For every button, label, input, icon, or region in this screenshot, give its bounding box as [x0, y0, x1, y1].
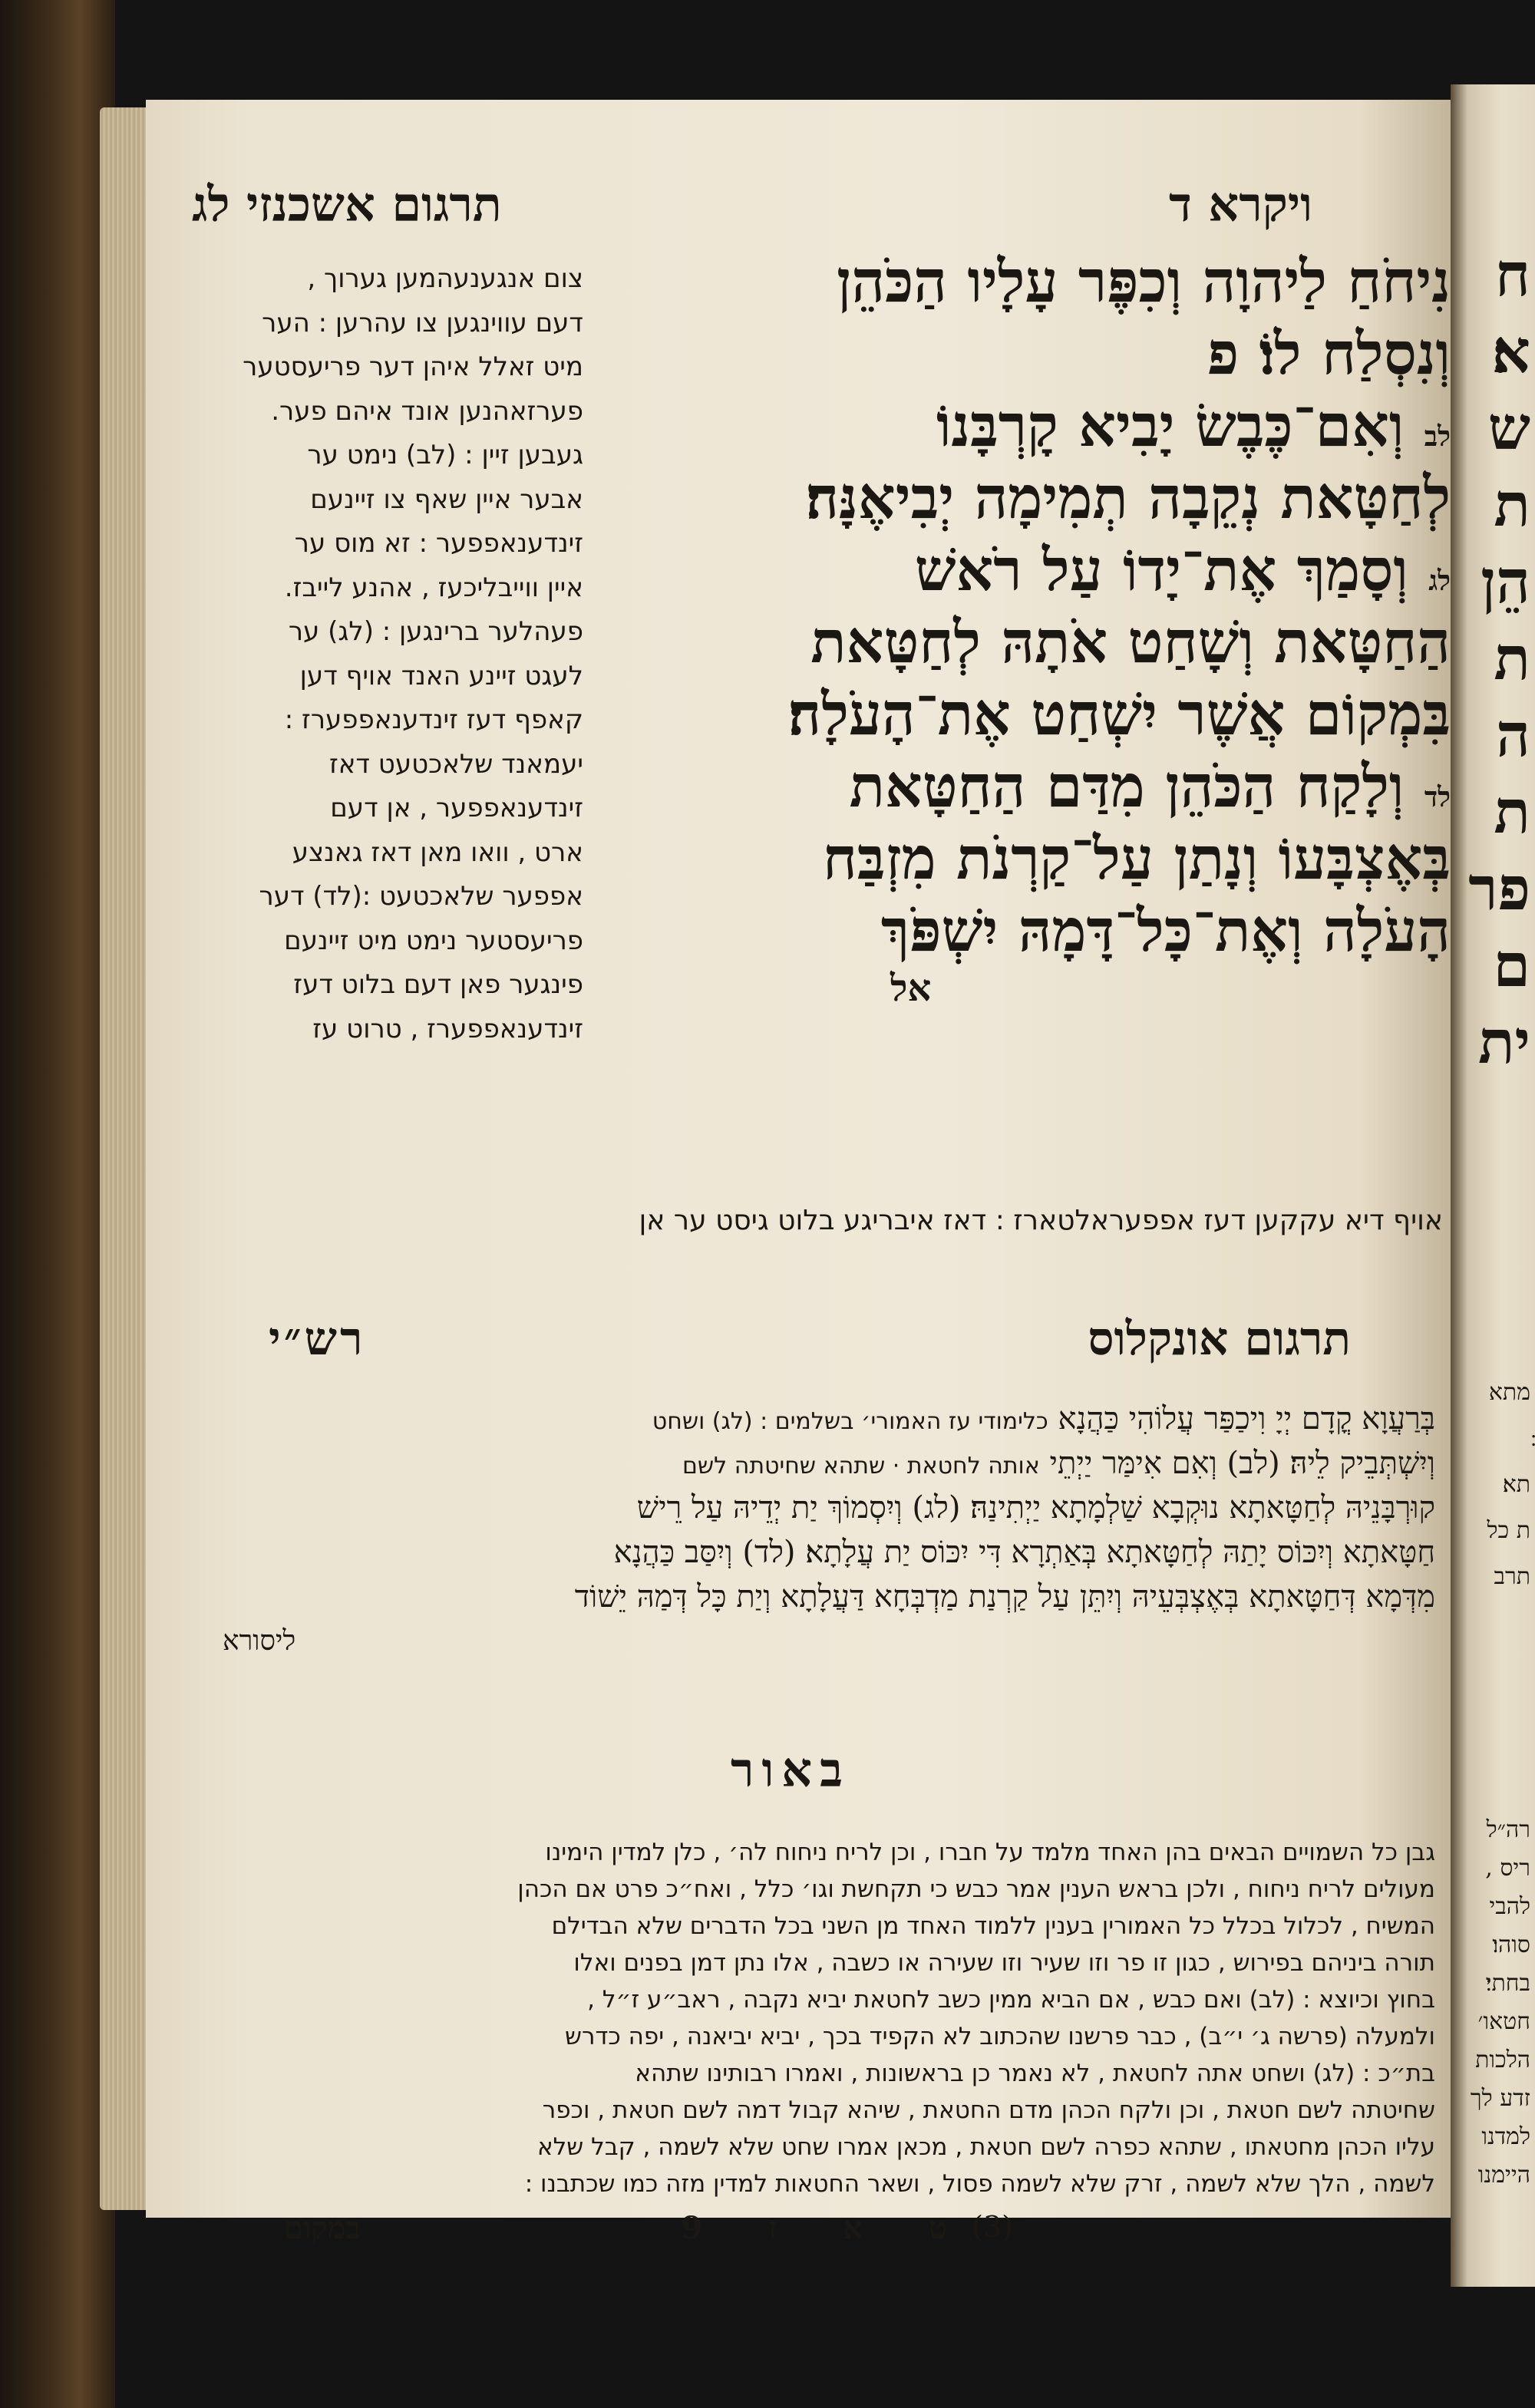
yiddish-line: אפפער שלאכטעט :(לד) דער [259, 881, 583, 912]
facing-fragment: ם [1493, 931, 1530, 1001]
main-line: בְּאֶצְבָּעוֹ וְנָתַן עַל־קַרְנֹת מִזְבַּח [822, 824, 1451, 892]
rashi-inline-text: אותה לחטאת · שתהא שחיטתה לשם [682, 1453, 1040, 1479]
yiddish-full-width-line: אויף דיא עקקען דעז אפפעראלטארז : דאז איבריגע בלוט גיסט ער אן [639, 1205, 1443, 1236]
yiddish-line: צום אנגענעהמען גערוך , [307, 263, 583, 294]
biur-line: בת״כ : (לג) ושחט אתה לחטאת , לא נאמר כן בראשונות , ואמרו רבותינו שתהא [635, 2060, 1435, 2087]
yiddish-line: פערזאהנען אונד איהם פער. [271, 395, 583, 427]
verse-number: לב [1424, 421, 1451, 453]
facing-fragment: ת [1494, 777, 1530, 847]
running-head-book: ויקרא ד [1169, 176, 1312, 233]
facing-small-fragment: להבי [1489, 1893, 1530, 1920]
footer-catchword: במקום [284, 2210, 361, 2246]
yiddish-line: איין ווייבליכעז , אהנע לייבז. [284, 572, 583, 603]
biur-line: עליו הכהן מחטאתו , שתהא כפרה לשם חטאת , מכאן אמרו שחט שלא לשמה , קבל שלא [536, 2133, 1435, 2161]
biur-line: גבן כל השמויים הבאים בהן האחד מלמד על חברו , וכן לריח ניחוח לה׳ , כלן למדין הימינו [545, 1839, 1435, 1866]
book-page [146, 100, 1466, 2246]
targum-last-word: ליסורא [223, 1625, 296, 1657]
yiddish-line: זינדענאפפער : זא מוס ער [294, 528, 583, 559]
yiddish-line: לעגט זיינע האנד אויף דען [299, 660, 583, 691]
biur-line: מעולים לריח ניחוח , ולכן בראש הענין אמר כבש כי תקחשת וגו׳ כלל , ואח״כ פרט אם הכהן [517, 1875, 1435, 1903]
yiddish-line: פריעסטער נימט מיט זיינעם [284, 925, 583, 956]
signature-mark: ט א ז 9 [681, 2210, 975, 2246]
yiddish-line: ארט , וואו מאן דאז גאנצע [292, 836, 583, 868]
facing-small-fragment: רה״ל [1486, 1816, 1530, 1843]
main-line: לְחַטָּאת נְקֵבָה תְמִימָה יְבִיאֶנָּה׃ [805, 463, 1451, 532]
yiddish-line: פינגער פאן דעם בלוט דעז [293, 969, 583, 1000]
main-line: לד וְלָקַח הַכֹּהֵן מִדַּם הַחַטָּאת [849, 752, 1451, 820]
hebrew-main-text [768, 246, 1451, 1010]
facing-fragment: ית [1477, 1008, 1530, 1077]
facing-small-fragment: חטאו׳ [1477, 2008, 1530, 2035]
signature-number: (3) [972, 2210, 1013, 2244]
facing-fragment: ש [1487, 394, 1530, 463]
facing-fragment: ת [1494, 470, 1530, 540]
yiddish-line: זינדענאפפערז , טרוט עז [312, 1013, 583, 1044]
biur-line: בחוץ וכיוצא : (לב) ואם כבש , אם הביא ממין כשב לחטאת יביא נקבה , ראב״ע ז״ל , [587, 1986, 1435, 2014]
yiddish-translation-column [169, 257, 583, 1051]
main-line: וְנִסְלַח לוֹ׃ פ [1207, 319, 1451, 388]
facing-small-fragment: בחתי׃ [1485, 1970, 1530, 1997]
biur-line: תורה ביניהם בפירוש , כגון זו פר וזו שעיר וזו שעירה או כשבה , אלו נתן דמן בפנים ואלו [573, 1949, 1435, 1977]
verse-number: לג [1428, 565, 1451, 597]
rashi-inline-text: כלימודי עז האמורי׳ בשלמים : (לג) ושחט [652, 1408, 1048, 1435]
yiddish-line: מיט זאלל איהן דער פריעסטער [243, 351, 583, 382]
facing-small-fragment: הלכות [1475, 2047, 1530, 2073]
main-line: נִיחֹחַ לַיהוָה וְכִפֶּר עָלָיו הַכֹּהֵן [837, 247, 1451, 315]
targum-line: וְיִשְׁתְּבֵיק לֵיהּ׃ (לב) וְאִם אִימַּר יַיְתֵי אותה לחטאת · שתהא שחיטתה לשם [682, 1446, 1435, 1481]
facing-page-edge [1451, 84, 1535, 2287]
biur-line: לשמה , הלך שלא לשמה , זרק שלא לשמה פסול , ושאר החטאות למדין מזה כמו שכתבנו : [524, 2170, 1435, 2198]
facing-small-fragment: תא׃ [1502, 1471, 1530, 1498]
onkelos-heading: תרגום אונקלוס [1088, 1312, 1351, 1366]
main-line: לג וְסָמַךְ אֶת־יָדוֹ עַל רֹאשׁ [914, 536, 1451, 604]
yiddish-line: זינדענאפפער , אן דעם [330, 793, 583, 823]
yiddish-line: דעם עווינגען צו עהרען : הער [262, 307, 583, 338]
biur-heading: באור [730, 1742, 850, 1798]
facing-fragment: א׃ [1491, 317, 1530, 387]
main-catchword: אל [890, 967, 932, 1010]
facing-small-fragment: זדע לך [1470, 2085, 1530, 2112]
facing-fragment: פר [1468, 854, 1530, 924]
targum-line: חַטָּאתָא וְיִכּוֹס יָתַהּ לְחַטָּאתָא בְּאַתְרָא דִּי יִכּוֹס יַת עֲלָתָא׃ (לד) וְיִסַּב כַּהֲנָא [613, 1535, 1435, 1570]
facing-fragment: ת [1494, 624, 1530, 694]
main-line: הַחַטָּאת וְשָׁחַט אֹתָהּ לְחַטָּאת [810, 608, 1451, 676]
yiddish-line: יעמאנד שלאכטעט דאז [328, 748, 583, 780]
biur-commentary [192, 1834, 1435, 2202]
facing-fragment: ה [1496, 701, 1530, 770]
facing-small-fragment: היימנו [1477, 2162, 1530, 2189]
verse-number: לד [1424, 781, 1451, 813]
facing-small-fragment: מתא [1488, 1379, 1530, 1406]
biur-line: המשיח , לכלול בכלל כל האמורין בענין ללמוד האחד מן השני בכל הדברים שלא הבדילם [551, 1912, 1435, 1940]
yiddish-line: פעהלער ברינגען : (לג) ער [288, 616, 583, 647]
facing-small-fragment: ת כל [1487, 1517, 1530, 1544]
running-head-translation: תרגום אשכנזי לג [192, 176, 502, 233]
biur-line: שחיטתה לשם חטאת , וכן ולקח הכהן מדם החטאת , שיהא קבול דמה לשם חטאת , וכפר [542, 2096, 1435, 2124]
main-line: הָעֹלָה וְאֶת־כָּל־דָּמָהּ יִשְׁפֹּךְ [880, 896, 1451, 965]
yiddish-line: געבען זיין : (לב) נימט ער [307, 440, 583, 470]
facing-fragment: הֵן [1481, 547, 1530, 617]
book-spine-edge [0, 0, 115, 2408]
yiddish-line: אבער איין שאף צו זיינעם [310, 483, 583, 515]
yiddish-line: קאפף דעז זינדענאפפערז : [284, 704, 583, 735]
facing-small-fragment: ריס , [1485, 1855, 1530, 1882]
facing-small-fragment: סוהו׃ [1492, 1931, 1530, 1958]
main-line: לב וְאִם־כֶּבֶשׂ יָבִיא קָרְבָּנוֹ [936, 391, 1451, 460]
biur-line: ולמעלה (פרשה ג׳ י״ב) , כבר פרשנו שהכתוב לא הקפיד בכך , יביא יביאנה , יפה כדרש [565, 2023, 1435, 2050]
facing-small-fragment: למדנו [1481, 2123, 1530, 2150]
targum-line: בְּרַעֲוָא קֳדָם יְיָ וִיכַפַּר עֲלוֹהִי כַּהֲנָא כלימודי עז האמורי׳ בשלמים : (לג) ושחט [652, 1401, 1435, 1437]
targum-rashi-block [192, 1397, 1435, 1664]
rashi-heading: רש״י [269, 1312, 366, 1366]
main-line: בִּמְקוֹם אֲשֶׁר יִשְׁחַט אֶת־הָעֹלָה׃ [787, 680, 1451, 748]
targum-line: קוּרְבָּנֵיהּ לְחַטָּאתָא נוּקְבָא שַׁלְמָתָא יַיְתִינַהּ׃ (לג) וְיִסְמוֹךְ יַת יְדֵיהּ עַל רֵישׁ [636, 1490, 1435, 1526]
facing-small-fragment: תרב [1494, 1563, 1530, 1590]
targum-line: מִדְּמָא דְּחַטָּאתָא בְּאֶצְבְּעֵיהּ וְיִתֵּן עַל קַרְנַת מַדְבְּחָא דַּעֲלָתָא וְיַת כָּל דְּמַהּ יֵשׁוֹד [574, 1579, 1435, 1615]
facing-fragment: ח [1494, 240, 1530, 310]
